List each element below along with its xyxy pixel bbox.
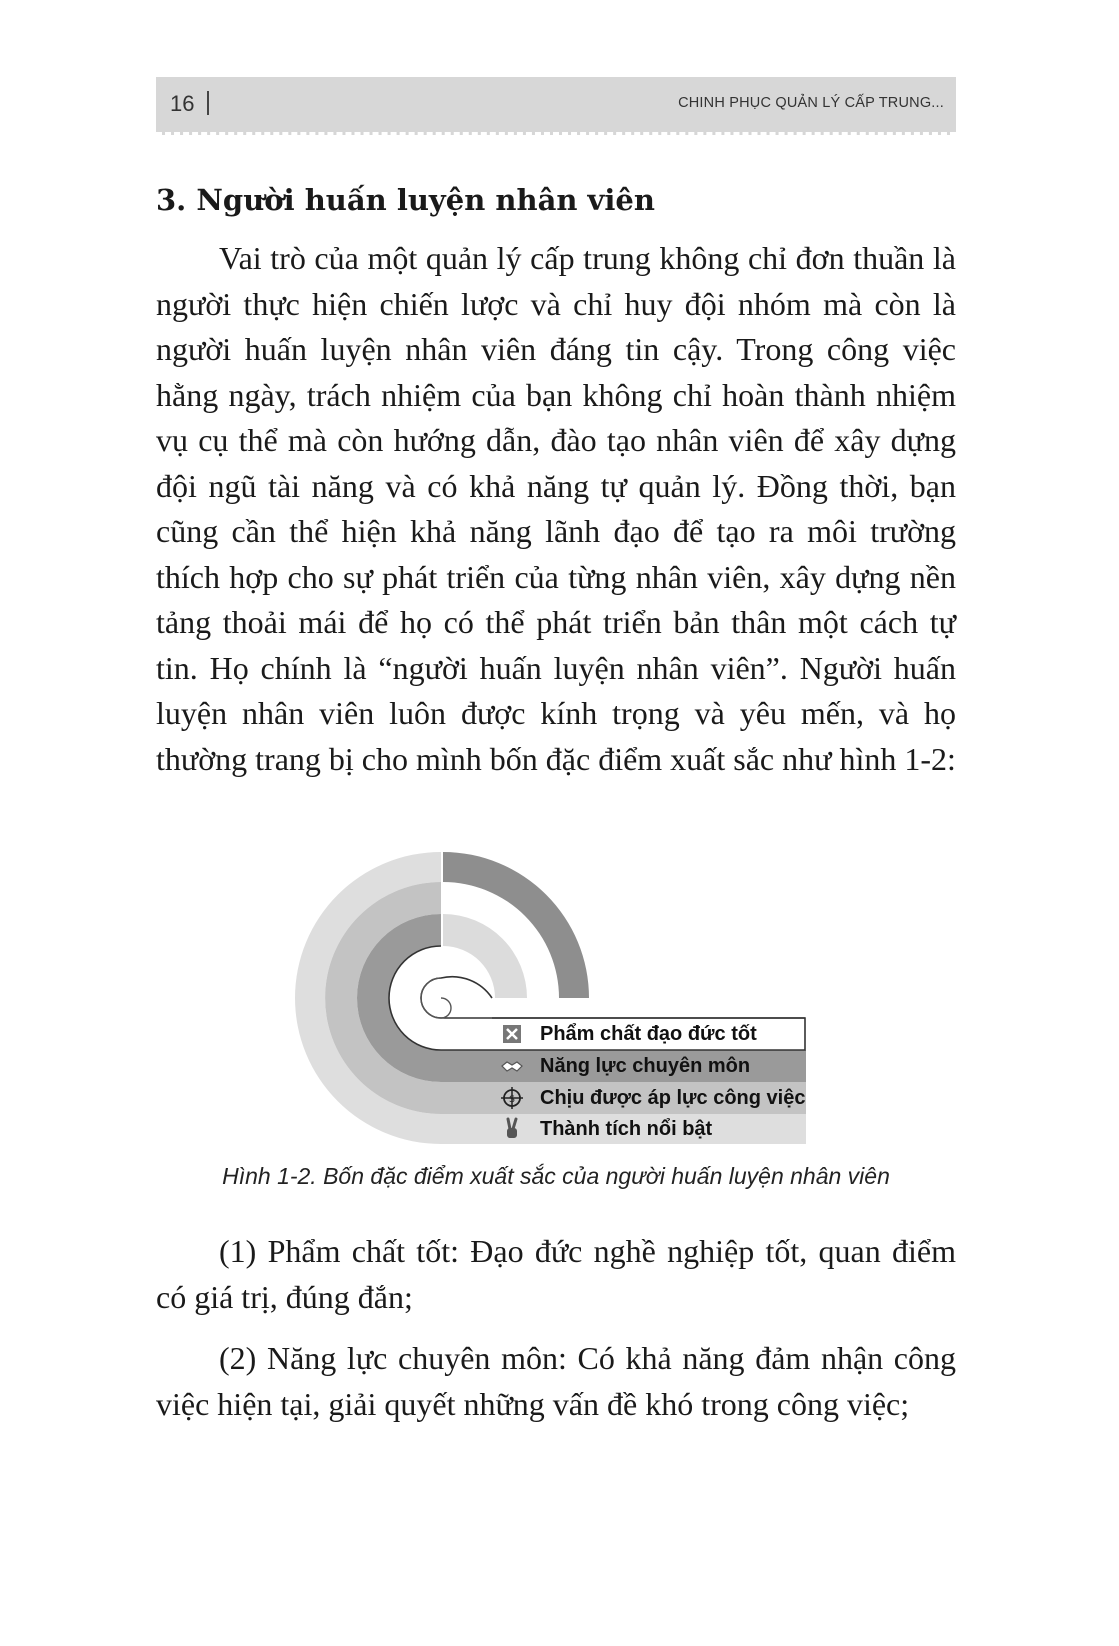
section-title: 3. Người huấn luyện nhân viên bbox=[156, 183, 655, 217]
intro-paragraph: Vai trò của một quản lý cấp trung không chỉ đơn thuần là người thực hiện chiến lược và chỉ huy đội nhóm mà còn là người huấn luyện nhân viên đáng tin cậy. Trong công việc hằng ngày, trách nhiệm của bạn không chỉ hoàn thành nhiệm vụ cụ thể mà còn hướng dẫn, đào tạo nhân viên để xây dựng đội ngũ tài năng và có khả năng tự quản lý. Đồng thời, bạn cũng cần thể hiện khả năng lãnh đạo để tạo ra môi trường thích hợp cho sự phát triển của từng nhân viên, xây dựng nền tảng thoải mái để họ có thể phát triển bản thân một cách tự tin. Họ chính là “người huấn luyện nhân viên”. Người huấn luyện nhân viên luôn được kính trọng và yêu mến, và họ thường trang bị cho mình bốn đặc điểm xuất sắc như hình 1-2: bbox=[156, 240, 956, 777]
figure-caption: Hình 1-2. Bốn đặc điểm xuất sắc của người huấn luyện nhân viên bbox=[222, 1163, 890, 1189]
victory-hand-icon bbox=[500, 1117, 524, 1141]
point-1-paragraph: (1) Phẩm chất tốt: Đạo đức nghề nghiệp tốt, quan điểm có giá trị, đúng đắn; bbox=[156, 1233, 956, 1315]
running-title: CHINH PHỤC QUẢN LÝ CẤP TRUNG... bbox=[678, 95, 944, 111]
tools-icon bbox=[500, 1022, 524, 1046]
legend-label-pressure: Chịu được áp lực công việc bbox=[540, 1087, 806, 1109]
svg-text:$: $ bbox=[508, 1094, 516, 1105]
legend-label-expertise: Năng lực chuyên môn bbox=[540, 1055, 751, 1077]
page-number: 16 bbox=[170, 91, 195, 116]
ring-inner-arc bbox=[443, 914, 527, 998]
point-2-paragraph: (2) Năng lực chuyên môn: Có khả năng đảm nhận công việc hiện tại, giải quyết những vấn đề khó trong công việc; bbox=[156, 1340, 956, 1422]
legend-label-ethics: Phẩm chất đạo đức tốt bbox=[540, 1023, 757, 1045]
handshake-icon bbox=[500, 1054, 524, 1078]
target-icon bbox=[500, 1086, 524, 1110]
legend-label-achievement: Thành tích nổi bật bbox=[540, 1118, 713, 1140]
